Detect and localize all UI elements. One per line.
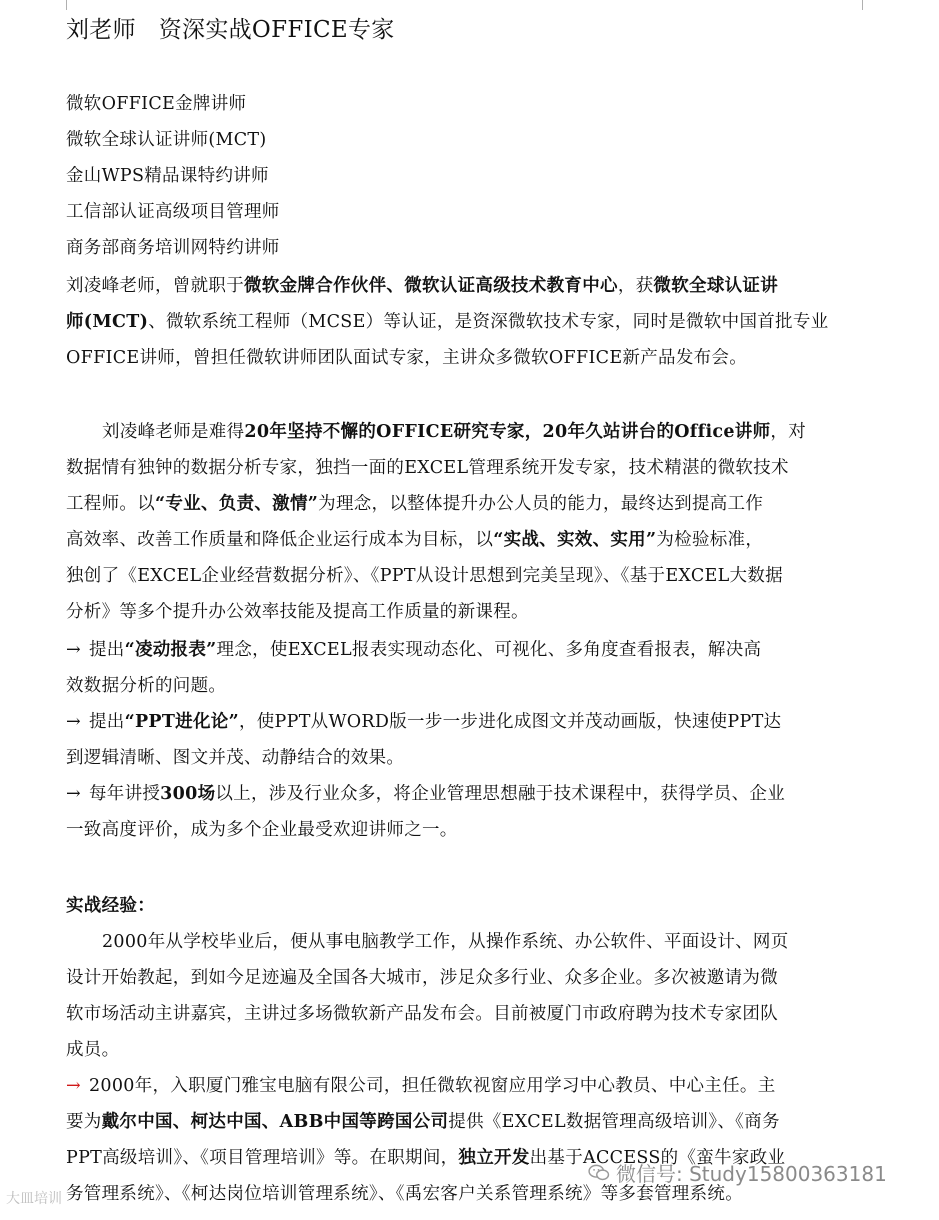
intro-text: OFFICE讲师，曾担任微软讲师团队面试专家，主讲众多微软OFFICE新产品发布会。 <box>66 348 748 368</box>
experience-text: PPT高级培训》、《项目管理培训》等。在职期间， <box>66 1148 459 1168</box>
corner-watermark-text: 大皿培训 <box>6 1191 62 1207</box>
credential-item: 微软OFFICE金牌讲师 <box>66 94 247 114</box>
bullet-text: 效数据分析的问题。 <box>66 676 227 696</box>
bio-text: 为理念，以整体提升办公人员的能力，最终达到提高工作 <box>318 494 764 514</box>
bullet-item <box>66 632 866 668</box>
bullet-text: 每年讲授 <box>88 784 161 804</box>
credential-item: 商务部商务培训网特约讲师 <box>66 238 280 258</box>
page-title: 刘老师 资深实战OFFICE专家 <box>66 17 395 43</box>
experience-paragraph-2 <box>66 1068 866 1212</box>
experience-text: 成员。 <box>66 1040 120 1060</box>
bio-text: 刘凌峰老师是难得 <box>102 422 245 442</box>
corner-watermark <box>6 1188 62 1208</box>
wechat-icon <box>588 1164 610 1182</box>
bullet-bold: “PPT进化论” <box>124 712 239 732</box>
intro-text: 刘凌峰老师，曾就职于 <box>66 276 244 296</box>
bio-text: 高效率、改善工作质量和降低企业运行成本为目标，以 <box>66 530 494 550</box>
bullet-text: 以上，涉及行业众多，将企业管理思想融于技术课程中，获得学员、企业 <box>215 784 786 804</box>
bullet-text: 理念，使EXCEL报表实现动态化、可视化、多角度查看报表，解决高 <box>216 640 762 660</box>
experience-text: 提供《EXCEL数据管理高级培训》、《商务 <box>448 1112 780 1132</box>
experience-text: 2000年，入职厦门雅宝电脑有限公司，担任微软视窗应用学习中心教员、中心主任。主 <box>88 1076 776 1096</box>
crop-mark-left <box>56 0 67 10</box>
bio-bold: 20年坚持不懈的OFFICE研究专家，20年久站讲台的Office讲师 <box>244 422 771 442</box>
bullet-text: ，使PPT从WORD版一步一步进化成图文并茂动画版，快速使PPT达 <box>238 712 782 732</box>
experience-text: 软市场活动主讲嘉宾，主讲过多场微软新产品发布会。目前被厦门市政府聘为技术专家团队 <box>66 1004 778 1024</box>
experience-text: 设计开始教起，到如今足迹遍及全国各大城市，涉足众多行业、众多企业。多次被邀请为微 <box>66 968 778 988</box>
bio-paragraph <box>66 414 866 630</box>
arrow-icon: → <box>66 640 81 660</box>
bio-bold: “专业、负责、激情” <box>155 494 319 514</box>
credential-item: 金山WPS精品课特约讲师 <box>66 166 269 186</box>
arrow-icon: → <box>66 784 81 804</box>
watermark-text: 微信号: Study15800363181 <box>616 1162 887 1186</box>
intro-bold: 师(MCT) <box>66 312 149 332</box>
bullet-bold: “凌动报表” <box>124 640 217 660</box>
bio-text: 数据情有独钟的数据分析专家，独挡一面的EXCEL管理系统开发专家，技术精湛的微软技术 <box>66 458 789 478</box>
bullet-text: 提出 <box>88 712 125 732</box>
bio-text: 独创了《EXCEL企业经营数据分析》、《PPT从设计思想到完美呈现》、《基于EXCEL大数据 <box>66 566 783 586</box>
experience-text: 出基于ACCESS的《蛮牛家政业 <box>529 1148 786 1168</box>
bio-text: 分析》等多个提升办公效率技能及提高工作质量的新课程。 <box>66 602 529 622</box>
section-heading: 实战经验： <box>66 896 155 916</box>
arrow-icon: → <box>66 712 81 732</box>
bullet-text: 提出 <box>88 640 125 660</box>
experience-bold: 独立开发 <box>458 1148 530 1168</box>
intro-paragraph <box>66 268 866 376</box>
bio-bold: “实战、实效、实用” <box>493 530 657 550</box>
bullet-item <box>66 776 866 812</box>
bio-text: 工程师。以 <box>66 494 155 514</box>
wechat-watermark <box>588 1158 887 1187</box>
bullet-list <box>66 632 866 848</box>
bullet-bold: 300场 <box>160 784 216 804</box>
experience-paragraph-1 <box>66 924 866 1068</box>
experience-text: 要为 <box>66 1112 102 1132</box>
experience-text: 务管理系统》、《柯达岗位培训管理系统》、《禹宏客户关系管理系统》等多套管理系统。 <box>66 1184 743 1204</box>
intro-text: 、微软系统工程师（MCSE）等认证，是资深微软技术专家，同时是微软中国首批专业 <box>148 312 829 332</box>
red-arrow-icon: → <box>66 1076 81 1096</box>
bullet-item <box>66 704 866 740</box>
intro-bold: 微软全球认证讲 <box>653 276 779 296</box>
credentials-list <box>66 86 866 266</box>
intro-bold: 微软金牌合作伙伴、微软认证高级技术教育中心 <box>244 276 618 296</box>
experience-bold: 戴尔中国、柯达中国、ABB中国等跨国公司 <box>101 1112 449 1132</box>
credential-item: 工信部认证高级项目管理师 <box>66 202 280 222</box>
credential-item: 微软全球认证讲师(MCT) <box>66 130 267 150</box>
bio-text: ，对 <box>770 422 807 442</box>
experience-text: 2000年从学校毕业后，便从事电脑教学工作，从操作系统、办公软件、平面设计、网页 <box>102 932 789 952</box>
bio-text: 为检验标准， <box>656 530 764 550</box>
intro-text: ，获 <box>617 276 654 296</box>
bullet-text: 到逻辑清晰、图文并茂、动静结合的效果。 <box>66 748 405 768</box>
bullet-text: 一致高度评价，成为多个企业最受欢迎讲师之一。 <box>66 820 458 840</box>
crop-mark-right <box>862 0 873 10</box>
experience-heading <box>66 888 866 924</box>
